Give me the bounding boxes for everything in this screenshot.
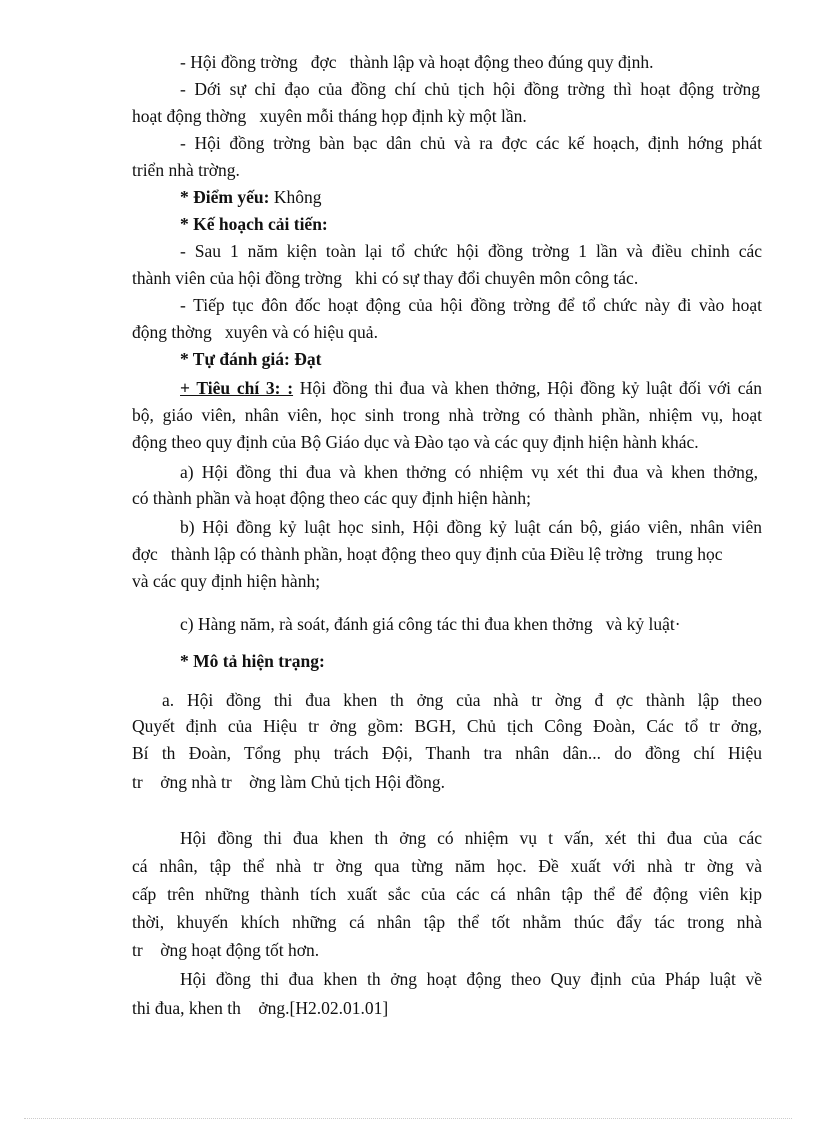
sub-item-b: b) Hội đồng kỷ luật học sinh, Hội đồng kỷ luật cán bộ, giáo viên, nhân viên xyxy=(180,517,762,537)
criterion-label: + Tiêu chí 3: : xyxy=(180,378,294,398)
paragraph-line: thành viên của hội đồng trờng khi có sự thay đổi chuyên môn công tác. xyxy=(132,268,639,288)
weakness-heading: * Điểm yếu: xyxy=(180,187,270,207)
paragraph-line: - Dới sự chỉ đạo của đồng chí chủ tịch hội đồng trờng thì hoạt động trờng xyxy=(180,79,760,99)
paragraph-line: thi đua, khen th ởng.[H2.02.01.01] xyxy=(132,998,389,1018)
criterion-text: Hội đồng thi đua và khen thởng, Hội đồng kỷ luật đối với cán xyxy=(293,378,762,398)
paragraph-line: - Sau 1 năm kiện toàn lại tổ chức hội đồng trờng 1 lần và điều chỉnh các xyxy=(180,241,762,261)
sub-item-c: c) Hàng năm, rà soát, đánh giá công tác thi đua khen thởng và kỷ luật· xyxy=(180,614,681,634)
weakness-line xyxy=(180,186,321,208)
self-assessment-heading: * Tự đánh giá: Đạt xyxy=(180,349,322,369)
paragraph-line: hoạt động thờng xuyên mỗi tháng họp định kỳ một lần. xyxy=(132,106,527,126)
paragraph-line: và các quy định hiện hành; xyxy=(132,571,321,591)
paragraph-line: có thành phần và hoạt động theo các quy định hiện hành; xyxy=(132,488,531,508)
paragraph-line: tr ởng nhà tr ờng làm Chủ tịch Hội đồng. xyxy=(132,772,446,792)
paragraph-line: động thờng xuyên và có hiệu quả. xyxy=(132,322,378,342)
paragraph-line: Hội đồng thi đua khen th ởng có nhiệm vụ t vấn, xét thi đua của các xyxy=(180,828,762,848)
paragraph-line: bộ, giáo viên, nhân viên, học sinh trong nhà trờng có thành phần, nhiệm vụ, hoạt xyxy=(132,405,762,425)
sub-item-a: a) Hội đồng thi đua và khen thởng có nhiệm vụ xét thi đua và khen thởng, xyxy=(180,462,758,482)
paragraph-line: - Tiếp tục đôn đốc hoạt động của hội đồng trờng để tổ chức này đi vào hoạt xyxy=(180,295,762,315)
paragraph-line: tr ờng hoạt động tốt hơn. xyxy=(132,940,320,960)
paragraph-line: đợc thành lập có thành phần, hoạt động theo quy định của Điều lệ trờng trung học xyxy=(132,544,723,564)
improvement-plan-heading: * Kế hoạch cải tiến: xyxy=(180,214,328,234)
paragraph-line: Hội đồng thi đua khen th ởng hoạt động theo Quy định của Pháp luật về xyxy=(180,969,762,989)
paragraph-line: Quyết định của Hiệu tr ởng gồm: BGH, Chủ tịch Công Đoàn, Các tổ tr ởng, xyxy=(132,716,762,736)
criterion-line xyxy=(180,377,762,399)
paragraph-line: - Hội đồng trờng đợc thành lập và hoạt động theo đúng quy định. xyxy=(180,52,654,72)
paragraph-line: động theo quy định của Bộ Giáo dục và Đào tạo và các quy định hiện hành khác. xyxy=(132,432,699,452)
paragraph-line: Bí th Đoàn, Tổng phụ trách Đội, Thanh tra nhân dân... do đồng chí Hiệu xyxy=(132,743,762,763)
paragraph-line: - Hội đồng trờng bàn bạc dân chủ và ra đợc các kế hoạch, định hớng phát xyxy=(180,133,762,153)
paragraph-line: cấp trên những thành tích xuất sắc của các cá nhân tập thể để động viên kịp xyxy=(132,884,762,904)
paragraph-line: triển nhà trờng. xyxy=(132,160,240,180)
page-bottom-divider xyxy=(24,1118,792,1119)
weakness-value: Không xyxy=(269,187,322,207)
paragraph-line: a. Hội đồng thi đua khen th ởng của nhà tr ờng đ ợc thành lập theo xyxy=(162,690,762,710)
paragraph-line: cá nhân, tập thể nhà tr ờng qua từng năm học. Đề xuất với nhà tr ờng và xyxy=(132,856,762,876)
current-state-heading: * Mô tả hiện trạng: xyxy=(180,651,325,671)
paragraph-line: thời, khuyến khích những cá nhân tập thể tốt nhằm thúc đẩy tác trong nhà xyxy=(132,912,762,932)
